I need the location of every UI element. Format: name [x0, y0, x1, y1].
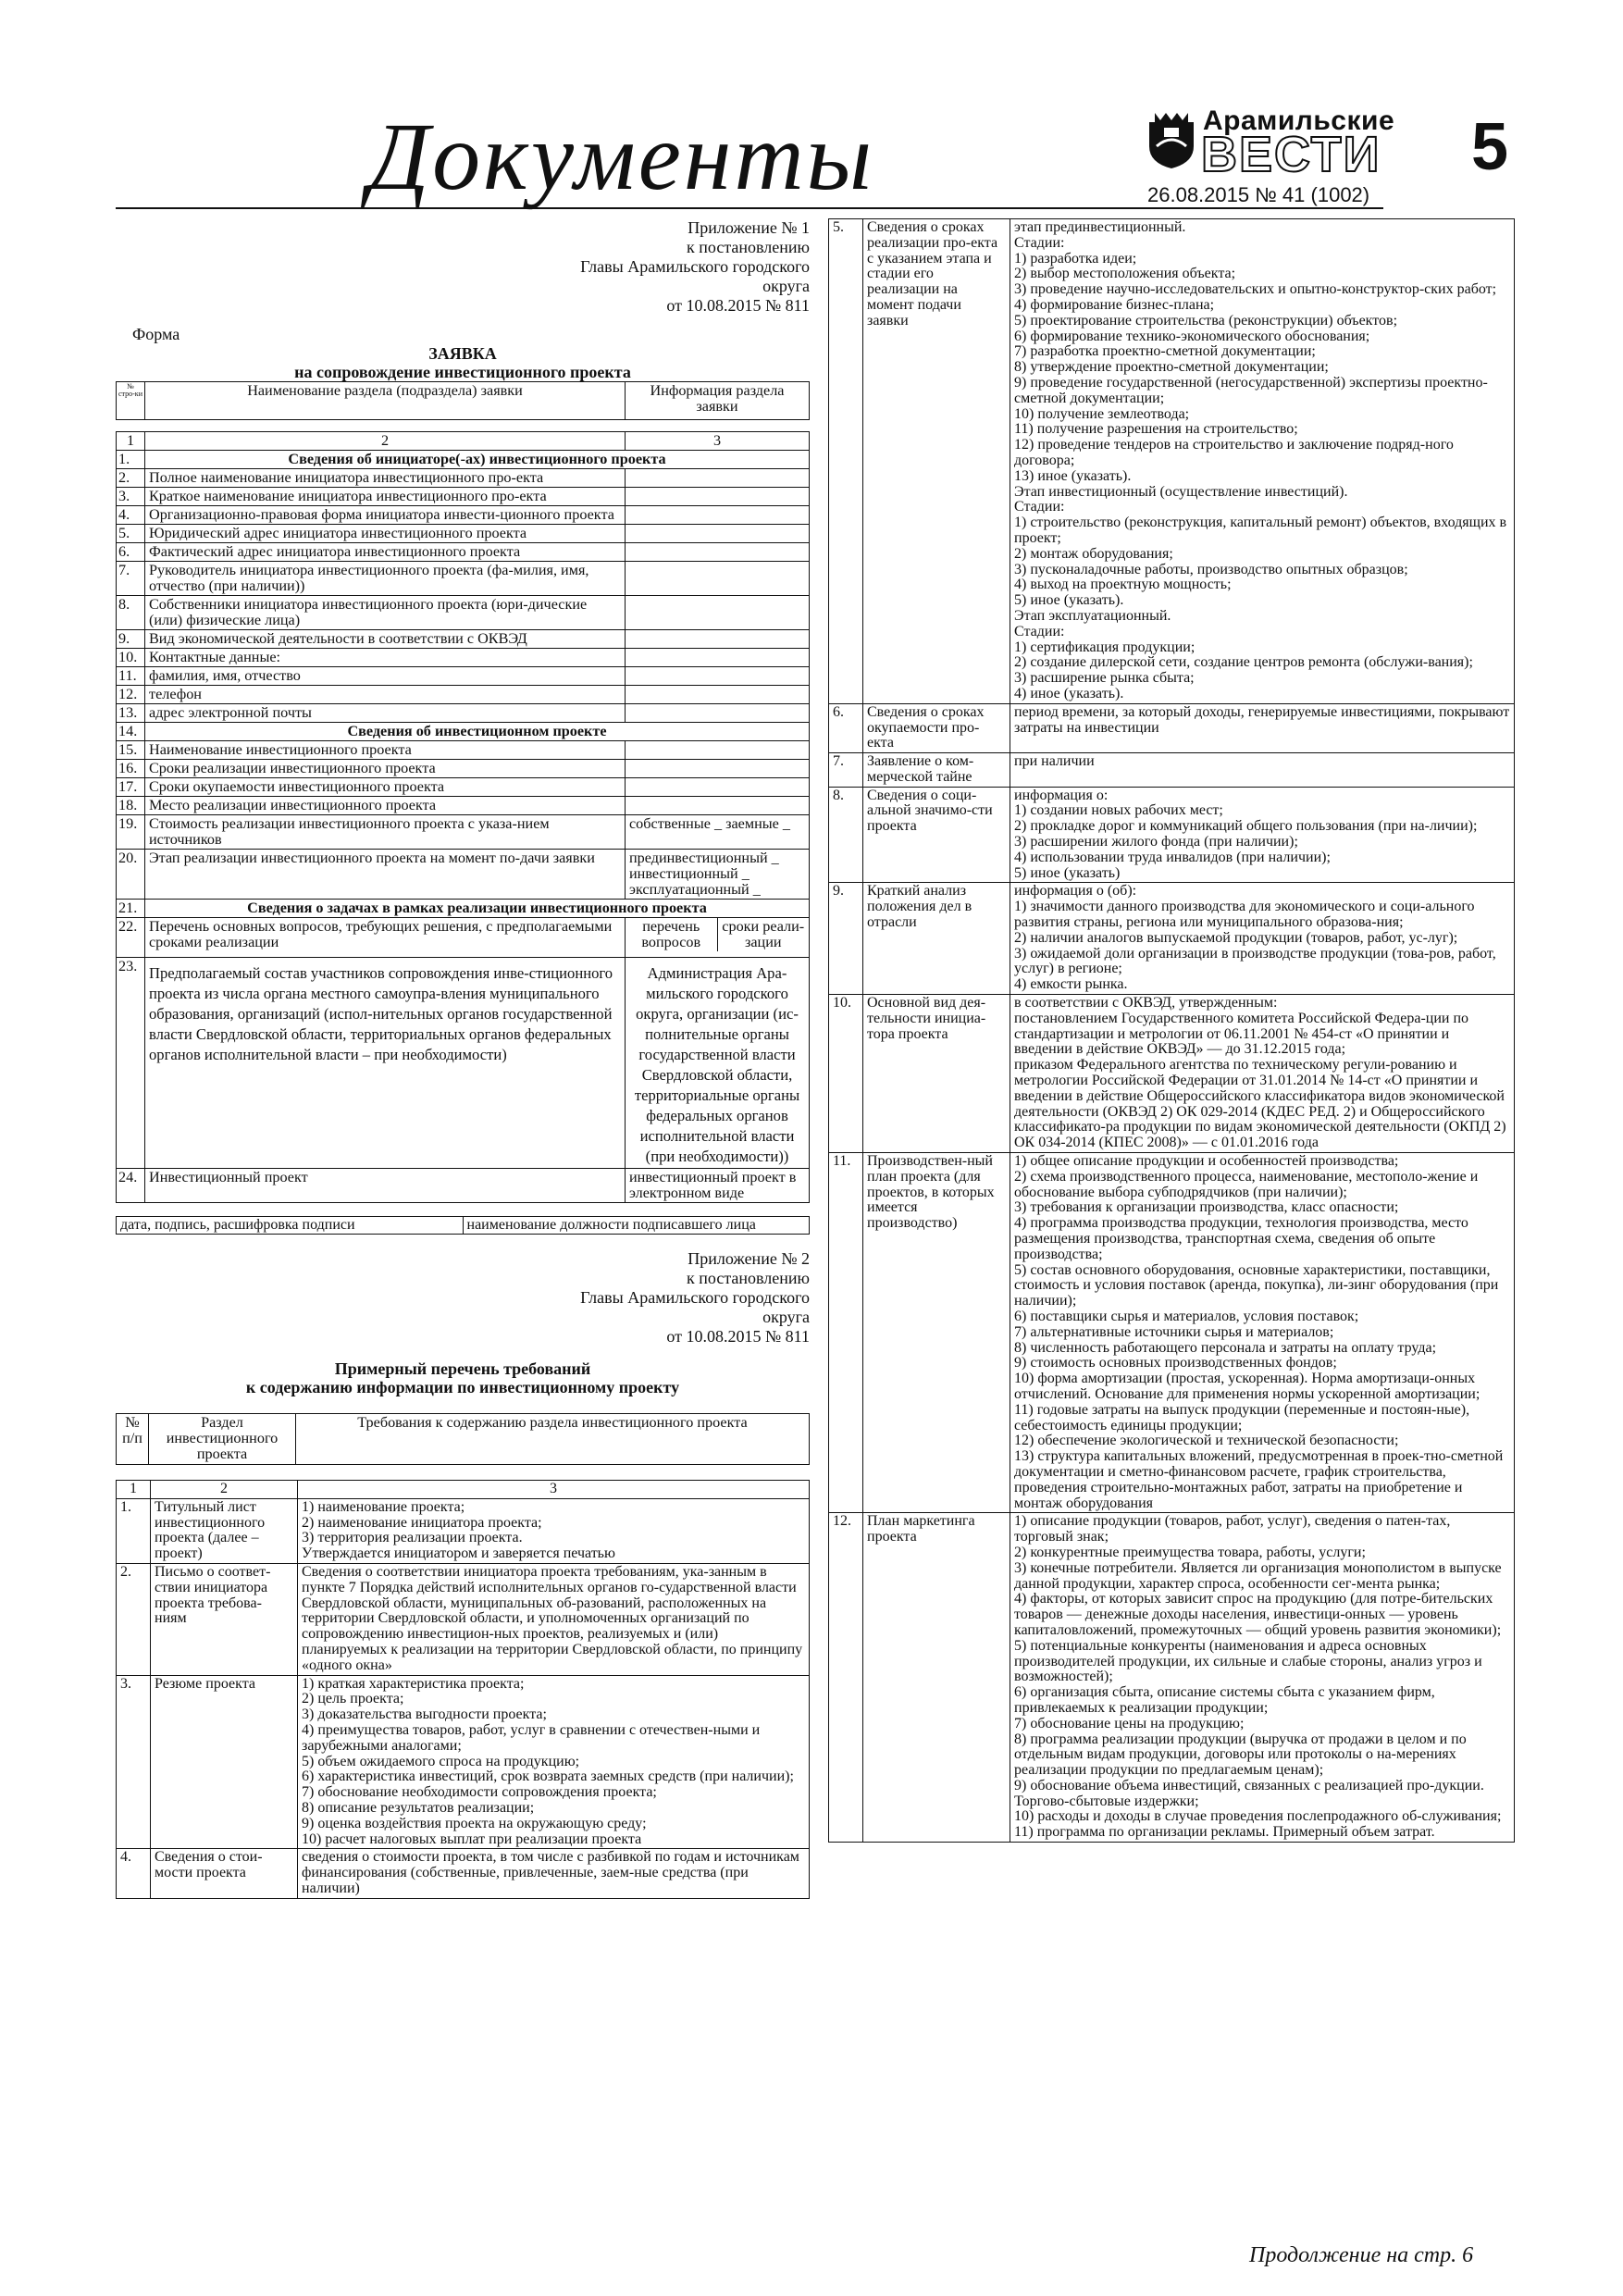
- row-number: 8.: [829, 787, 863, 883]
- issue-info: 26.08.2015 № 41 (1002): [1147, 183, 1370, 206]
- row-number: 6.: [117, 543, 145, 562]
- row-value: [626, 543, 810, 562]
- colnum-cell: 3: [626, 432, 810, 451]
- brand-main: ВЕСТИ: [1201, 127, 1381, 182]
- row-text: Краткое наименование инициатора инвестиционного про-екта: [145, 488, 626, 506]
- section-name: Письмо о соответ-ствии инициатора проекта требова-ниям: [151, 1563, 298, 1675]
- table-row: [117, 686, 810, 704]
- row-number: 13.: [117, 704, 145, 723]
- caption-line: округа: [762, 277, 810, 295]
- row-value: [626, 469, 810, 488]
- table-row: [117, 667, 810, 686]
- table-row: [117, 543, 810, 562]
- row-text: Руководитель инициатора инвестиционного проекта (фа-милия, имя, отчество (при наличии)): [145, 562, 626, 596]
- requirements-table-part2: [828, 218, 1515, 1843]
- row-number: 6.: [829, 703, 863, 752]
- row-text: адрес электронной почты: [145, 704, 626, 723]
- left-column: [116, 218, 810, 1899]
- sub-cell: сроки реали-зации: [722, 918, 805, 950]
- requirement-text: 1) описание продукции (товаров, работ, услуг), сведения о патен-тах, торговый знак; 2) конкурентные преимущества товара, работы, услуги; 3) конечные потребители. Является ли организация монополистом в выпуске данной продукции, характер спроса, особенности сег-мента рынка; 4) факторы, от которых зависит спрос на продукцию (для потре-бительских товаров — денежные доходы населения, инвестици-онных — уровень капиталовложений, промежуточных — общий уровень развития экономики); 5) потенциальные конкуренты (наименования и адреса основных производителей продукции, их сильные и слабые стороны, анализ угроз и возможностей); 6) организация сбыта, описание системы сбыта с указанием фирм, привлекаемых к реализации продукции; 7) обоснование цены на продукцию; 8) программа реализации продукции (выручка от продажи в целом и по отдельным видам продукции, договоры или протоколы о на-мерениях реализации продукции по предлагаемым ценам); 9) обоснование объема инвестиций, связанных с реализацией про-дукции. Торгово-сбытовые издержки; 10) расходы и доходы в случае проведения послепродажного об-служивания; 11) программа по организации рекламы. Примерный объем затрат.: [1010, 1513, 1515, 1843]
- row-number: 2.: [117, 1563, 151, 1675]
- row-value: [626, 686, 810, 704]
- row-number: 12.: [829, 1513, 863, 1843]
- table-row: [117, 704, 810, 723]
- row-text: Фактический адрес инициатора инвестиционного проекта: [145, 543, 626, 562]
- row-value: [626, 667, 810, 686]
- appendix2-caption: [116, 1249, 810, 1347]
- caption-line: Главы Арамильского городского: [580, 257, 810, 276]
- row-text: Организационно-правовая форма инициатора инвести-ционного проекта: [145, 506, 626, 525]
- table-row: [117, 1563, 810, 1675]
- requirement-text: при наличии: [1010, 753, 1515, 788]
- table-row: [117, 525, 810, 543]
- colnum-cell: 2: [145, 432, 626, 451]
- row-text: Инвестиционный проект: [145, 1169, 626, 1203]
- section-name: Сведения о сроках окупаемости про-екта: [863, 703, 1010, 752]
- row-number: 4.: [117, 506, 145, 525]
- table-row: [117, 778, 810, 797]
- row-number: 8.: [117, 596, 145, 630]
- table-row: [117, 562, 810, 596]
- section-row: [117, 451, 810, 469]
- row-number: 14.: [117, 723, 145, 741]
- table-row: [117, 649, 810, 667]
- row-text: Полное наименование инициатора инвестиционного про-екта: [145, 469, 626, 488]
- section-name: Заявление о ком-мерческой тайне: [863, 753, 1010, 788]
- requirements-table-part1: [116, 1480, 810, 1899]
- colnum-cell: 1: [117, 1481, 151, 1499]
- table-row: [117, 488, 810, 506]
- table-row: [829, 1513, 1515, 1843]
- table-row: [117, 506, 810, 525]
- row-text: Место реализации инвестиционного проекта: [145, 797, 626, 815]
- form-label: Форма: [132, 325, 180, 343]
- table-row: [117, 1849, 810, 1898]
- row-value: [626, 562, 810, 596]
- table-row: [829, 703, 1515, 752]
- signature-left: дата, подпись, расшифровка подписи: [117, 1217, 464, 1235]
- right-column: [828, 218, 1515, 1843]
- continued-note: Продолжение на стр. 6: [1249, 2243, 1474, 2267]
- section-heading: Сведения об инвестиционном проекте: [145, 723, 810, 741]
- section-heading: Сведения о задачах в рамках реализации инвестиционного проекта: [145, 900, 810, 918]
- table-row: [117, 596, 810, 630]
- section-title: Документы: [368, 104, 875, 210]
- row-value: собственные _ заемные _: [626, 815, 810, 850]
- section-name: Резюме проекта: [151, 1675, 298, 1849]
- requirements-title: Примерный перечень требований: [334, 1359, 591, 1378]
- row-number: 20.: [117, 850, 145, 900]
- application-subtitle: на сопровождение инвестиционного проекта: [294, 363, 631, 381]
- requirement-text: информация о: 1) создании новых рабочих мест; 2) прокладке дорог и коммуникаций общего пользования (при на-личии); 3) расширении жилого фонда (при наличии); 4) использовании труда инвалидов (при наличии); 5) иное (указать): [1010, 787, 1515, 883]
- row-number: 10.: [829, 995, 863, 1153]
- caption-line: Главы Арамильского городского: [580, 1288, 810, 1307]
- row-number: 24.: [117, 1169, 145, 1203]
- requirement-text: период времени, за который доходы, генерируемые инвестициями, покрывают затраты на инвестиции: [1010, 703, 1515, 752]
- signature-right: наименование должности подписавшего лица: [463, 1217, 810, 1235]
- row-text: Контактные данные:: [145, 649, 626, 667]
- row-number: 7.: [117, 562, 145, 596]
- row-number: 7.: [829, 753, 863, 788]
- newspaper-logo: [1144, 96, 1395, 182]
- row-value: [626, 760, 810, 778]
- header-cell: Требования к содержанию раздела инвестиционного проекта: [296, 1414, 810, 1465]
- row-text: Предполагаемый состав участников сопровождения инве-стиционного проекта из числа органа местного самоупра-вления муниципального образования, организаций (испол-нительных органов государственной власти Свердловской области, территориальных органов федеральных органов исполнительной власти – при необходимости): [145, 958, 626, 1169]
- table-row: [829, 883, 1515, 995]
- colnum-cell: 2: [151, 1481, 298, 1499]
- appendix1-caption: [116, 218, 810, 316]
- row-number: 16.: [117, 760, 145, 778]
- section-name: План маркетинга проекта: [863, 1513, 1010, 1843]
- row-number: 9.: [117, 630, 145, 649]
- brand-top: Арамильские: [1203, 105, 1395, 136]
- section-name: Сведения о соци-альной значимо-сти проекта: [863, 787, 1010, 883]
- table-row: [829, 753, 1515, 788]
- table-row: [829, 787, 1515, 883]
- row-text: телефон: [145, 686, 626, 704]
- table-row: [117, 630, 810, 649]
- caption-line: к постановлению: [687, 1269, 810, 1287]
- row-value: [626, 630, 810, 649]
- requirement-text: 1) общее описание продукции и особенностей производства; 2) схема производственного процесса, наименование, местополо-жение и обоснование выбора субподрядчиков (при наличии); 3) требования к организации производства, класс опасности; 4) программа производства продукции, технология производства, место размещения производства, транспортная схема, сведения об опыте производства; 5) состав основного оборудования, основные характеристики, поставщики, стоимость и условия поставок (аренда, покупка), ли-зинг оборудования (при наличии); 6) поставщики сырья и материалов, условия поставок; 7) альтернативные источники сырья и материалов; 8) численность работающего персонала и затраты на оплату труда; 9) стоимость основных производственных фондов; 10) форма амортизации (простая, ускоренная). Норма амортизаци-онных отчислений. Основание для применения нормы ускоренной амортизации; 11) годовые затраты на выпуск продукции (переменные и постоян-ные), себестоимость единицы продукции; 12) обеспечение экологической и технической безопасности; 13) структура капитальных вложений, предусмотренная в проек-тно-сметной документации и сметно-финансовом расчете, график строительства, проведения строительно-монтажных работ, затраты на приобретение и монтаж оборудования: [1010, 1153, 1515, 1513]
- row-value: прединвестиционный _ инвестиционный _ эксплуатационный _: [626, 850, 810, 900]
- header-cell: Раздел инвестиционного проекта: [149, 1414, 296, 1465]
- row-value: [626, 649, 810, 667]
- table-row: [117, 469, 810, 488]
- page-number: 5: [1471, 110, 1509, 184]
- row-text: Этап реализации инвестиционного проекта на момент по-дачи заявки: [145, 850, 626, 900]
- application-title: ЗАЯВКА: [428, 344, 497, 363]
- table-row: [117, 815, 810, 850]
- row-number: 9.: [829, 883, 863, 995]
- table-row: [117, 760, 810, 778]
- caption-line: округа: [762, 1308, 810, 1326]
- row-value: [626, 918, 810, 958]
- caption-line: Приложение № 1: [688, 218, 810, 237]
- table-row: [829, 1153, 1515, 1513]
- requirement-text: 1) краткая характеристика проекта; 2) цель проекта; 3) доказательства выгодности проекта; 4) преимущества товаров, работ, услуг в сравнении с отечествен-ными и зарубежными аналогами; 5) объем ожидаемого спроса на продукцию; 6) характеристика инвестиций, срок возврата заемных средств (при наличии); 7) обоснование необходимости сопровождения проекта; 8) описание результатов реализации; 9) оценка воздействия проекта на окружающую среду; 10) расчет налоговых выплат при реализации проекта: [298, 1675, 810, 1849]
- caption-line: от 10.08.2015 № 811: [666, 1327, 810, 1346]
- row-text: Сроки окупаемости инвестиционного проекта: [145, 778, 626, 797]
- row-text: Собственники инициатора инвестиционного проекта (юри-дические (или) физические лица): [145, 596, 626, 630]
- caption-line: к постановлению: [687, 238, 810, 256]
- row-number: 5.: [829, 219, 863, 704]
- coat-of-arms-icon: [1144, 109, 1199, 170]
- requirement-text: 1) наименование проекта; 2) наименование инициатора проекта; 3) территория реализации проекта. Утверждается инициатором и заверяется печатью: [298, 1498, 810, 1563]
- section-name: Сведения о стои-мости проекта: [151, 1849, 298, 1898]
- row-value: [626, 797, 810, 815]
- header-cell: № п/п: [117, 1414, 149, 1465]
- row-number: 11.: [829, 1153, 863, 1513]
- header-cell: Наименование раздела (подраздела) заявки: [145, 382, 626, 420]
- requirements-header-table: [116, 1413, 810, 1465]
- section-name: Сведения о сроках реализации про-екта с указанием этапа и стадии его реализации на момент подачи заявки: [863, 219, 1010, 704]
- requirement-text: в соответствии с ОКВЭД, утвержденным: постановлением Государственного комитета Российской Федера-ции по стандартизации и метрологии от 06.11.2001 № 454-ст «О принятии и введении в действие ОКВЭД» — до 31.12.2015 года; приказом Федерального агентства по техническому регули-рованию и метрологии Российской Федерации от 31.01.2014 № 14-ст «О принятии и введении в действие Общероссийского классификатора видов экономической деятельности (ОКВЭД 2) ОК 029-2014 (КДЕС РЕД. 2) и Общероссийского классификато-ра продукции по видам экономической деятельности (ОКПД 2) ОК 034-2014 (КПЕС 2008)» — с 01.01.2016 года: [1010, 995, 1515, 1153]
- caption-line: от 10.08.2015 № 811: [666, 296, 810, 315]
- row-number: 3.: [117, 488, 145, 506]
- row-number: 23.: [117, 958, 145, 1169]
- table-row: [117, 741, 810, 760]
- table-row: [117, 1169, 810, 1203]
- section-row: [117, 900, 810, 918]
- section-heading: Сведения об инициаторе(-ах) инвестиционного проекта: [145, 451, 810, 469]
- masthead: [0, 0, 1623, 222]
- colnum-cell: 1: [117, 432, 145, 451]
- row-number: 3.: [117, 1675, 151, 1849]
- requirement-text: этап прединвестиционный. Стадии: 1) разработка идеи; 2) выбор местоположения объекта; 3) проведение научно-исследовательских и опытно-конструктор-ских работ; 4) формирование бизнес-плана; 5) проектирование строительства (реконструкции) объектов; 6) формирование технико-экономического обоснования; 7) разработка проектно-сметной документации; 8) утверждение проектно-сметной документации; 9) проведение государственной (негосударственной) экспертизы проектно-сметной документации; 10) получение землеотвода; 11) получение разрешения на строительство; 12) проведение тендеров на строительство и заключение подряд-ного договора; 13) иное (указать). Этап инвестиционный (осуществление инвестиций). Стадии: 1) строительство (реконструкция, капитальный ремонт) объектов, входящих в проект; 2) монтаж оборудования; 3) пусконаладочные работы, производство опытных образцов; 4) выход на проектную мощность; 5) иное (указать). Этап эксплуатационный. Стадии: 1) сертификация продукции; 2) создание дилерской сети, создание центров ремонта (обслужи-вания); 3) расширение рынка сбыта; 4) иное (указать).: [1010, 219, 1515, 704]
- row-value: [626, 525, 810, 543]
- table-row: [117, 958, 810, 1169]
- section-name: Краткий анализ положения дел в отрасли: [863, 883, 1010, 995]
- section-row: [117, 723, 810, 741]
- requirement-text: Сведения о соответствии инициатора проекта требованиям, ука-занным в пункте 7 Порядка действий исполнительных органов го-сударственной власти Свердловской области, муниципальных об-разований, расположенных на территории Свердловской области, и уполномоченных организаций по сопровождению инвестицион-ных проектов, реализуемых и (или) планируемых к реализации на территории Свердловской области, по принципу «одного окна»: [298, 1563, 810, 1675]
- row-value: [626, 596, 810, 630]
- application-header-table: [116, 381, 810, 420]
- table-row: [117, 1675, 810, 1849]
- application-table: [116, 431, 810, 1203]
- row-number: 5.: [117, 525, 145, 543]
- table-row: [829, 219, 1515, 704]
- row-number: 15.: [117, 741, 145, 760]
- row-text: Вид экономической деятельности в соответствии с ОКВЭД: [145, 630, 626, 649]
- table-row: [117, 918, 810, 958]
- section-name: Основной вид дея-тельности инициа-тора проекта: [863, 995, 1010, 1153]
- requirement-text: сведения о стоимости проекта, в том числе с разбивкой по годам и источникам финансирования (собственные, привлеченные, заем-ные средства (при наличии): [298, 1849, 810, 1898]
- section-name: Производствен-ный план проекта (для проектов, в которых имеется производство): [863, 1153, 1010, 1513]
- header-cell: Информация раздела заявки: [626, 382, 810, 420]
- row-number: 22.: [117, 918, 145, 958]
- row-number: 4.: [117, 1849, 151, 1898]
- section-name: Титульный лист инвестиционного проекта (далее – проект): [151, 1498, 298, 1563]
- row-value: [626, 704, 810, 723]
- colnum-cell: 3: [298, 1481, 810, 1499]
- row-number: 19.: [117, 815, 145, 850]
- row-text: Стоимость реализации инвестиционного проекта с указа-нием источников: [145, 815, 626, 850]
- requirements-subtitle: к содержанию информации по инвестиционному проекту: [245, 1378, 680, 1396]
- row-number: 21.: [117, 900, 145, 918]
- table-row: [829, 995, 1515, 1153]
- table-row: [117, 797, 810, 815]
- row-value: Администрация Ара-мильского городского округа, организации (ис-полнительные органы государственной власти Свердловской области, территориальные органы федеральных органов исполнительной власти (при необходимости)): [626, 958, 810, 1169]
- row-value: [626, 506, 810, 525]
- row-number: 1.: [117, 451, 145, 469]
- row-text: Юридический адрес инициатора инвестиционного проекта: [145, 525, 626, 543]
- row-text: фамилия, имя, отчество: [145, 667, 626, 686]
- row-number: 1.: [117, 1498, 151, 1563]
- row-text: Сроки реализации инвестиционного проекта: [145, 760, 626, 778]
- row-value: [626, 778, 810, 797]
- row-number: 12.: [117, 686, 145, 704]
- row-number: 18.: [117, 797, 145, 815]
- row-text: Перечень основных вопросов, требующих решения, с предполагаемыми сроками реализации: [145, 918, 626, 958]
- row-number: 2.: [117, 469, 145, 488]
- table-row: [117, 1498, 810, 1563]
- row-value: инвестиционный проект в электронном виде: [626, 1169, 810, 1203]
- row-value: [626, 488, 810, 506]
- row-text: Наименование инвестиционного проекта: [145, 741, 626, 760]
- row-value: [626, 741, 810, 760]
- row-number: 10.: [117, 649, 145, 667]
- header-cell: № стро-ки: [117, 382, 145, 420]
- requirement-text: информация о (об): 1) значимости данного производства для экономического и соци-ального развития страны, региона или муниципального образова-ния; 2) наличии аналогов выпускаемой продукции (товаров, работ, ус-луг); 3) ожидаемой доли организации в производстве продукции (това-ров, работ, услуг) в регионе; 4) емкости рынка.: [1010, 883, 1515, 995]
- signature-table: [116, 1216, 810, 1235]
- caption-line: Приложение № 2: [688, 1249, 810, 1268]
- row-number: 17.: [117, 778, 145, 797]
- masthead-rule: [116, 207, 1383, 209]
- table-row: [117, 850, 810, 900]
- sub-cell: перечень вопросов: [626, 918, 717, 951]
- row-number: 11.: [117, 667, 145, 686]
